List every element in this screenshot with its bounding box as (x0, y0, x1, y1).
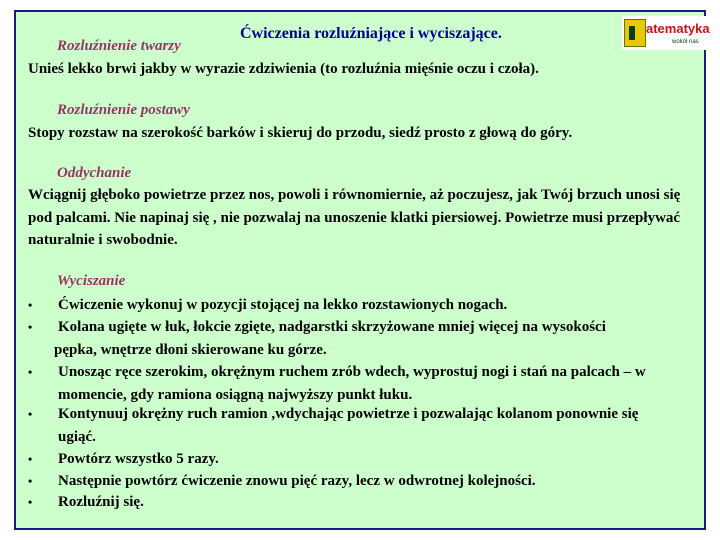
logo-text: atematyka (646, 21, 710, 36)
bullet: • (28, 452, 33, 466)
list-item: Ćwiczenie wykonuj w pozycji stojącej na lekko rozstawionych nogach. (58, 297, 508, 313)
bullet: • (28, 298, 33, 312)
bullet: • (28, 365, 33, 379)
text-face: Unieś lekko brwi jakby w wyrazie zdziwienia (to rozluźnia mięśnie oczu i czoła). (28, 61, 539, 77)
bullet: • (28, 320, 33, 334)
text-breathing: Wciągnij głęboko powietrze przez nos, powoli i równomiernie, aż poczujesz, jak Twój brzuch unosi się pod palcami. Nie napinaj się , nie pozwalaj na unoszenie klatki piersiowej. Powietrze musi przepływać naturalnie i swobodnie. (28, 187, 681, 248)
list-item: Kontynuuj okrężny ruch ramion ,wdychając powietrze i pozwalając kolanom ponownie się ugiąć. (58, 406, 639, 445)
heading-face: Rozluźnienie twarzy (57, 38, 181, 54)
heading-posture: Rozluźnienie postawy (57, 102, 190, 118)
logo (622, 16, 710, 50)
heading-calming: Wyciszanie (57, 273, 126, 289)
logo-icon (624, 19, 646, 47)
bullet: • (28, 407, 33, 421)
list-item: Unosząc ręce szerokim, okrężnym ruchem zrób wdech, wyprostuj nogi i stań na palcach – w momencie, gdy ramiona osiągną najwyższy punkt łuku. (58, 364, 646, 403)
text-posture: Stopy rozstaw na szerokość barków i skieruj do przodu, siedź prosto z głową do góry. (28, 125, 573, 141)
heading-breathing: Oddychanie (57, 165, 132, 181)
page-title: Ćwiczenia rozluźniające i wyciszające. (240, 25, 502, 42)
list-item: Następnie powtórz ćwiczenie znowu pięć razy, lecz w odwrotnej kolejności. (58, 473, 536, 489)
logo-subtitle: wokół nas (672, 39, 699, 45)
bullet: • (28, 495, 33, 509)
list-item: Rozluźnij się. (58, 494, 144, 510)
bullet: • (28, 474, 33, 488)
list-item: Powtórz wszystko 5 razy. (58, 451, 219, 467)
list-item: Kolana ugięte w łuk, łokcie zgięte, nadgarstki skrzyżowane mniej więcej na wysokości pępka, wnętrze dłoni skierowane ku górze. (54, 319, 606, 358)
